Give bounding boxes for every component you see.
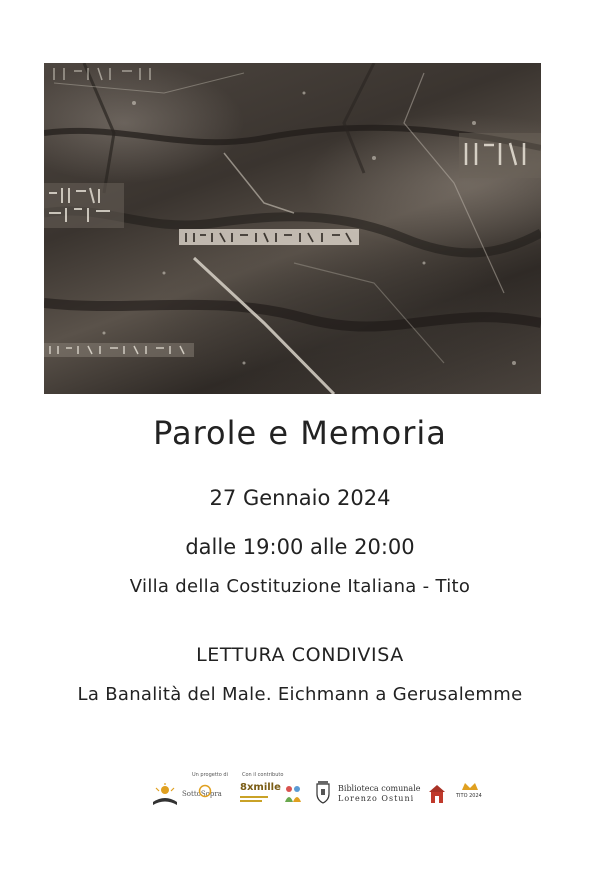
sponsor-logos-strip (150, 770, 500, 815)
event-type: LETTURA CONDIVISA (196, 644, 404, 666)
sottosopra-logo: SottoSopra (182, 790, 222, 798)
municipality-crest-icon (315, 780, 331, 804)
project-label: Un progetto di (192, 772, 228, 778)
event-title: Parole e Memoria (153, 414, 447, 452)
ottopermille-logo: 8xmille (240, 782, 270, 810)
library-logo: Biblioteca comunale Lorenzo Ostuni (338, 784, 421, 803)
tito-crown-icon (460, 780, 480, 792)
community-people-logo-icon (283, 784, 303, 806)
contribution-label: Con il contributo (242, 772, 284, 778)
open-book-logo-icon (150, 782, 180, 808)
event-location: Villa della Costituzione Italiana - Tito (129, 576, 471, 597)
rock-texture (44, 63, 541, 394)
book-title: La Banalità del Male. Eichmann a Gerusalemme (77, 684, 523, 705)
event-time: dalle 19:00 alle 20:00 (185, 535, 415, 559)
event-date: 27 Gennaio 2024 (209, 486, 391, 510)
header-photo-carved-inscriptions (44, 63, 541, 394)
red-building-logo-icon (428, 784, 446, 804)
tito-2024-logo: TITO 2024 (452, 780, 492, 808)
sottosopra-circle-icon (198, 784, 212, 798)
